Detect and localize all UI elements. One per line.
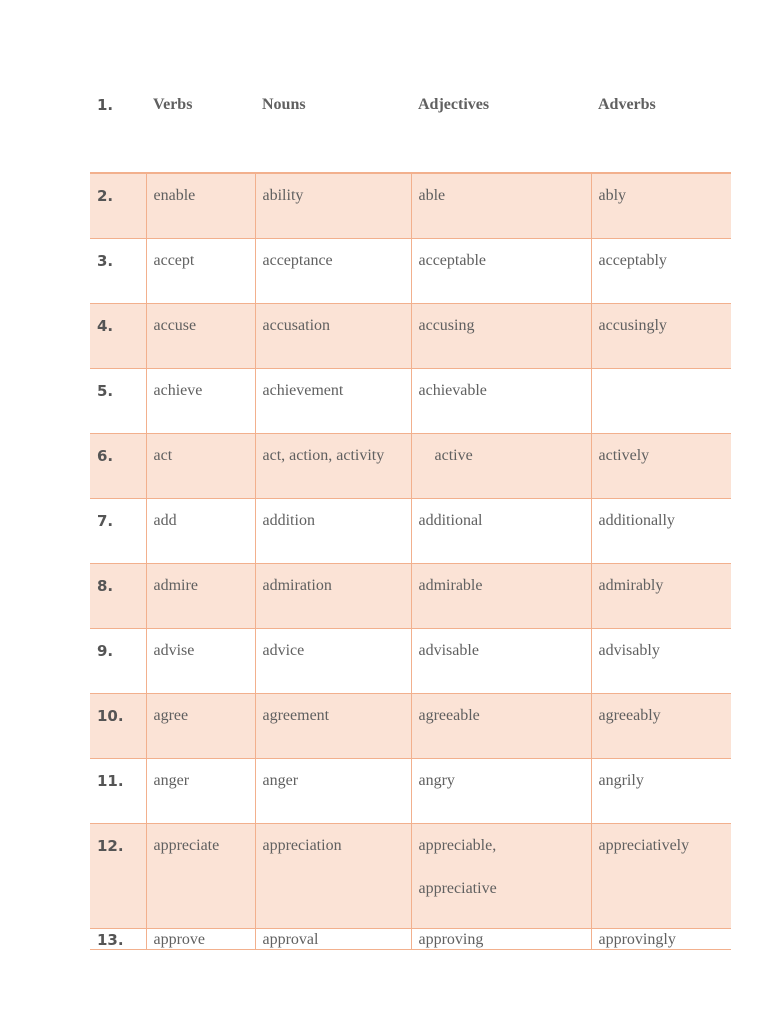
adjective-cell: angry xyxy=(411,759,591,824)
adverb-cell: ably xyxy=(591,173,731,239)
noun-cell: approval xyxy=(255,929,411,950)
verb-cell: achieve xyxy=(146,369,255,434)
adverb-cell: additionally xyxy=(591,499,731,564)
verb-cell: act xyxy=(146,434,255,499)
adjective-cell: able xyxy=(411,173,591,239)
noun-cell: advice xyxy=(255,629,411,694)
noun-cell: achievement xyxy=(255,369,411,434)
verb-cell: appreciate xyxy=(146,824,255,929)
row-number: 11. xyxy=(90,759,146,824)
table-row xyxy=(90,499,731,564)
noun-cell: act, action, activity xyxy=(255,434,411,499)
column-header-nouns: Nouns xyxy=(262,96,306,113)
verb-cell: enable xyxy=(146,173,255,239)
verb-cell: approve xyxy=(146,929,255,950)
noun-cell: acceptance xyxy=(255,239,411,304)
table-row xyxy=(90,434,731,499)
adjective-cell: agreeable xyxy=(411,694,591,759)
adverb-cell: approvingly xyxy=(591,929,731,950)
adjective-cell: admirable xyxy=(411,564,591,629)
noun-cell: appreciation xyxy=(255,824,411,929)
row-number: 1. xyxy=(97,96,114,114)
row-number: 8. xyxy=(90,564,146,629)
adverb-cell: accusingly xyxy=(591,304,731,369)
column-header-verbs: Verbs xyxy=(153,96,193,113)
row-number: 12. xyxy=(90,824,146,929)
adjective-cell: additional xyxy=(411,499,591,564)
word-forms-table xyxy=(90,80,731,950)
adjective-cell: achievable xyxy=(411,369,591,434)
adverb-cell: angrily xyxy=(591,759,731,824)
verb-cell: agree xyxy=(146,694,255,759)
table-row xyxy=(90,173,731,239)
table-row xyxy=(90,929,731,950)
table-row xyxy=(90,564,731,629)
verb-cell: anger xyxy=(146,759,255,824)
adjective-cell: accusing xyxy=(411,304,591,369)
column-header-adverbs: Adverbs xyxy=(598,96,656,113)
adverb-cell: admirably xyxy=(591,564,731,629)
verb-cell: accuse xyxy=(146,304,255,369)
table-row xyxy=(90,629,731,694)
noun-cell: admiration xyxy=(255,564,411,629)
row-number: 10. xyxy=(90,694,146,759)
adjective-line: appreciative xyxy=(418,880,497,897)
adjective-line: appreciable, xyxy=(418,837,497,854)
adverb-cell: acceptably xyxy=(591,239,731,304)
table-row xyxy=(90,304,731,369)
row-number: 7. xyxy=(90,499,146,564)
row-number: 6. xyxy=(90,434,146,499)
column-header-adjectives: Adjectives xyxy=(418,96,490,113)
noun-cell: addition xyxy=(255,499,411,564)
adverb-cell: actively xyxy=(591,434,731,499)
table-row xyxy=(90,759,731,824)
noun-cell: agreement xyxy=(255,694,411,759)
adjective-cell xyxy=(411,824,591,929)
table-row xyxy=(90,239,731,304)
table-header-row xyxy=(90,80,731,173)
row-number: 13. xyxy=(90,929,146,950)
adjective-cell: approving xyxy=(411,929,591,950)
verb-cell: advise xyxy=(146,629,255,694)
row-number: 5. xyxy=(90,369,146,434)
row-number: 3. xyxy=(90,239,146,304)
adverb-cell xyxy=(591,369,731,434)
adverb-cell: advisably xyxy=(591,629,731,694)
table-row xyxy=(90,694,731,759)
row-number: 9. xyxy=(90,629,146,694)
table-row xyxy=(90,824,731,929)
adjective-cell: active xyxy=(434,447,473,464)
adverb-cell: agreeably xyxy=(591,694,731,759)
verb-cell: add xyxy=(146,499,255,564)
noun-cell: accusation xyxy=(255,304,411,369)
row-number: 4. xyxy=(90,304,146,369)
verb-cell: admire xyxy=(146,564,255,629)
noun-cell: ability xyxy=(255,173,411,239)
verb-cell: accept xyxy=(146,239,255,304)
adjective-cell: acceptable xyxy=(411,239,591,304)
adverb-cell: appreciatively xyxy=(591,824,731,929)
table-row xyxy=(90,369,731,434)
adjective-cell: advisable xyxy=(411,629,591,694)
row-number: 2. xyxy=(90,173,146,239)
noun-cell: anger xyxy=(255,759,411,824)
